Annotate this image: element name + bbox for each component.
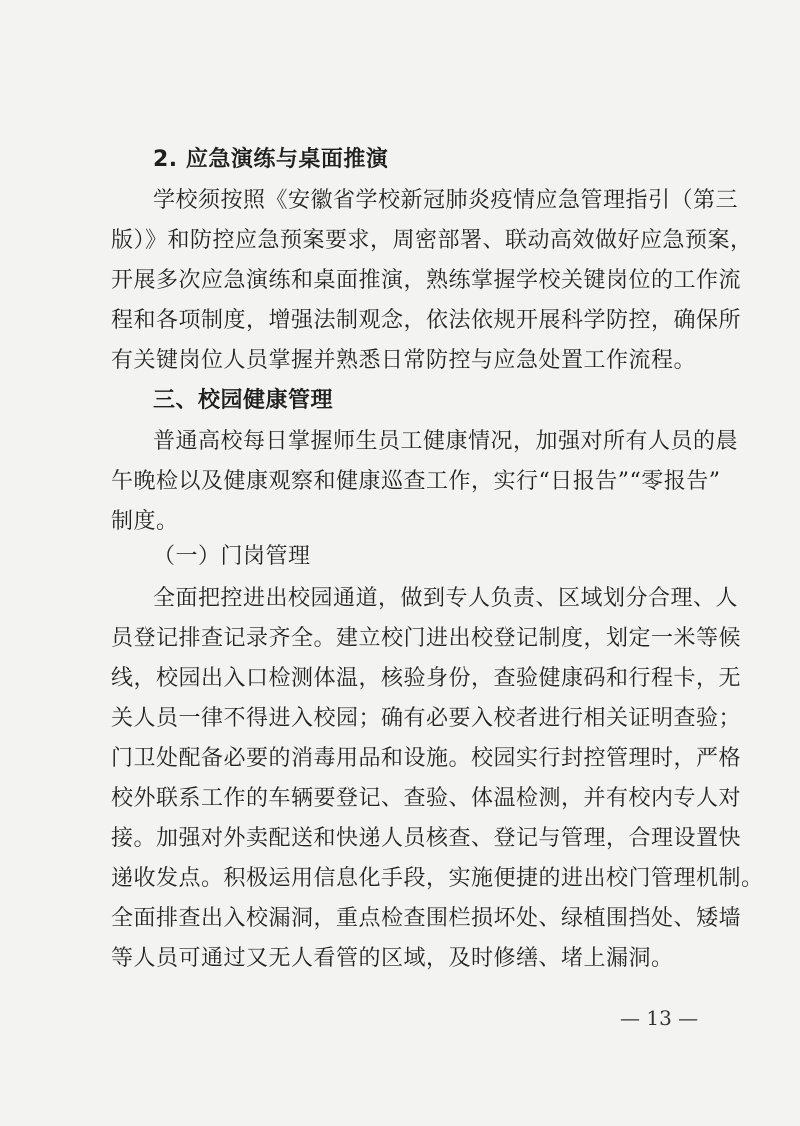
section-heading-health: 三、校园健康管理 xyxy=(153,388,334,413)
paragraph-line: 关人员一律不得进入校园；确有必要入校者进行相关证明查验； xyxy=(111,706,742,731)
paragraph-line: 全面把控进出校园通道，做到专人负责、区域划分合理、人 xyxy=(153,586,739,611)
paragraph-line: 开展多次应急演练和桌面推演，熟练掌握学校关键岗位的工作流 xyxy=(111,268,742,293)
paragraph-line: 等人员可通过又无人看管的区域，及时修缮、堵上漏洞。 xyxy=(111,946,674,971)
paragraph-line: 接。加强对外卖配送和快递人员核查、登记与管理，合理设置快 xyxy=(111,826,742,851)
paragraph-line: 校外联系工作的车辆要登记、查验、体温检测，并有校内专人对 xyxy=(111,786,742,811)
paragraph-line: 午晚检以及健康观察和健康巡查工作，实行“日报告”“零报告” xyxy=(111,469,721,494)
paragraph-line: 程和各项制度，增强法制观念，依法依规开展科学防控，确保所 xyxy=(111,308,742,333)
paragraph-line: 员登记排查记录齐全。建立校门进出校登记制度，划定一米等候 xyxy=(111,626,742,651)
paragraph-line: 递收发点。积极运用信息化手段，实施便捷的进出校门管理机制。 xyxy=(111,866,764,891)
section-heading-drill: 2. 应急演练与桌面推演 xyxy=(153,147,389,172)
paragraph-line: 有关键岗位人员掌握并熟悉日常防控与应急处置工作流程。 xyxy=(111,348,697,373)
paragraph-line: 普通高校每日掌握师生员工健康情况，加强对所有人员的晨 xyxy=(153,429,739,454)
paragraph-line: 全面排查出入校漏洞，重点检查围栏损坏处、绿植围挡处、矮墙 xyxy=(111,906,742,931)
paragraph-line: 门卫处配备必要的消毒用品和设施。校园实行封控管理时，严格 xyxy=(111,746,742,771)
page-number: — 13 — xyxy=(620,1006,699,1030)
paragraph-line: 学校须按照《安徽省学校新冠肺炎疫情应急管理指引（第三 xyxy=(153,188,739,213)
paragraph-line: 制度。 xyxy=(111,509,179,534)
subsection-heading-gate: （一）门岗管理 xyxy=(153,544,311,569)
paragraph-line: 线，校园出入口检测体温，核验身份，查验健康码和行程卡，无 xyxy=(111,666,742,691)
paragraph-line: 版）》和防控应急预案要求，周密部署、联动高效做好应急预案， xyxy=(111,228,753,253)
